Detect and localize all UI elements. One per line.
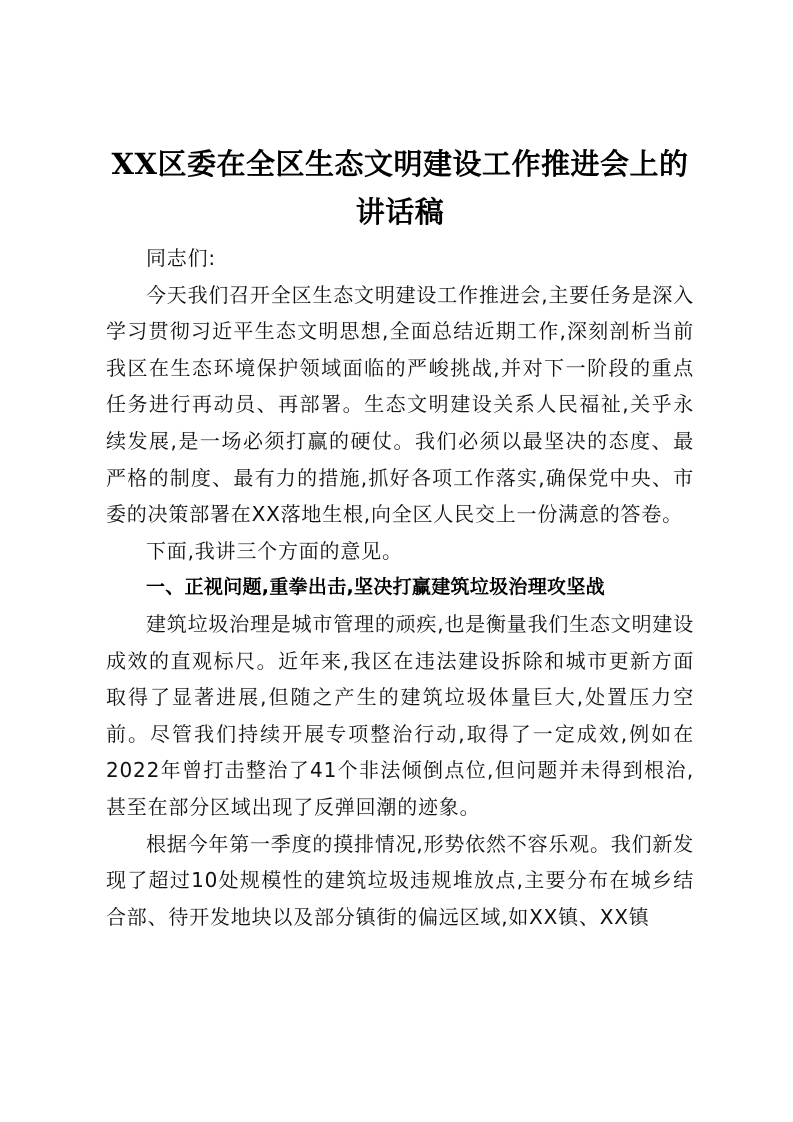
section-heading-1: 一、正视问题,重拳出击,坚决打赢建筑垃圾治理攻坚战 [146,576,605,599]
document-title-line-2: 讲话稿 [355,195,445,229]
document-body [106,140,694,935]
intro-paragraph: 今天我们召开全区生态文明建设工作推进会,主要任务是深入学习贯彻习近平生态文明思想,全面总结近期工作,深刻剖析当前我区在生态环境保护领域面临的严峻挑战,并对下一阶段的重点任务进行再动员、再部署。生态文明建设关系人民福祉,关乎永续发展,是一场必须打赢的硬仗。我们必须以最坚决的态度、最严格的制度、最有力的措施,抓好各项工作落实,确保党中央、市委的决策部署在XX落地生根,向全区人民交上一份满意的答卷。 [106,282,694,527]
document-title [106,140,694,236]
outline-paragraph: 下面,我讲三个方面的意见。 [146,538,403,563]
document-title-line-1: XX区委在全区生态文明建设工作推进会上的 [111,147,689,181]
salutation: 同志们: [146,246,216,270]
section-1-paragraph-2: 根据今年第一季度的摸排情况,形势依然不容乐观。我们新发现了超过10处规模性的建筑垃圾违规堆放点,主要分布在城乡结合部、待开发地块以及部分镇街的偏远区域,如XX镇、XX镇 [106,831,694,929]
section-1-paragraph-1: 建筑垃圾治理是城市管理的顽疾,也是衡量我们生态文明建设成效的直观标尺。近年来,我区在违法建设拆除和城市更新方面取得了显著进展,但随之产生的建筑垃圾体量巨大,处置压力空前。尽管我们持续开展专项整治行动,取得了一定成效,例如在2022年曾打击整治了41个非法倾倒点位,但问题并未得到根治,甚至在部分区域出现了反弹回潮的迹象。 [106,611,694,819]
